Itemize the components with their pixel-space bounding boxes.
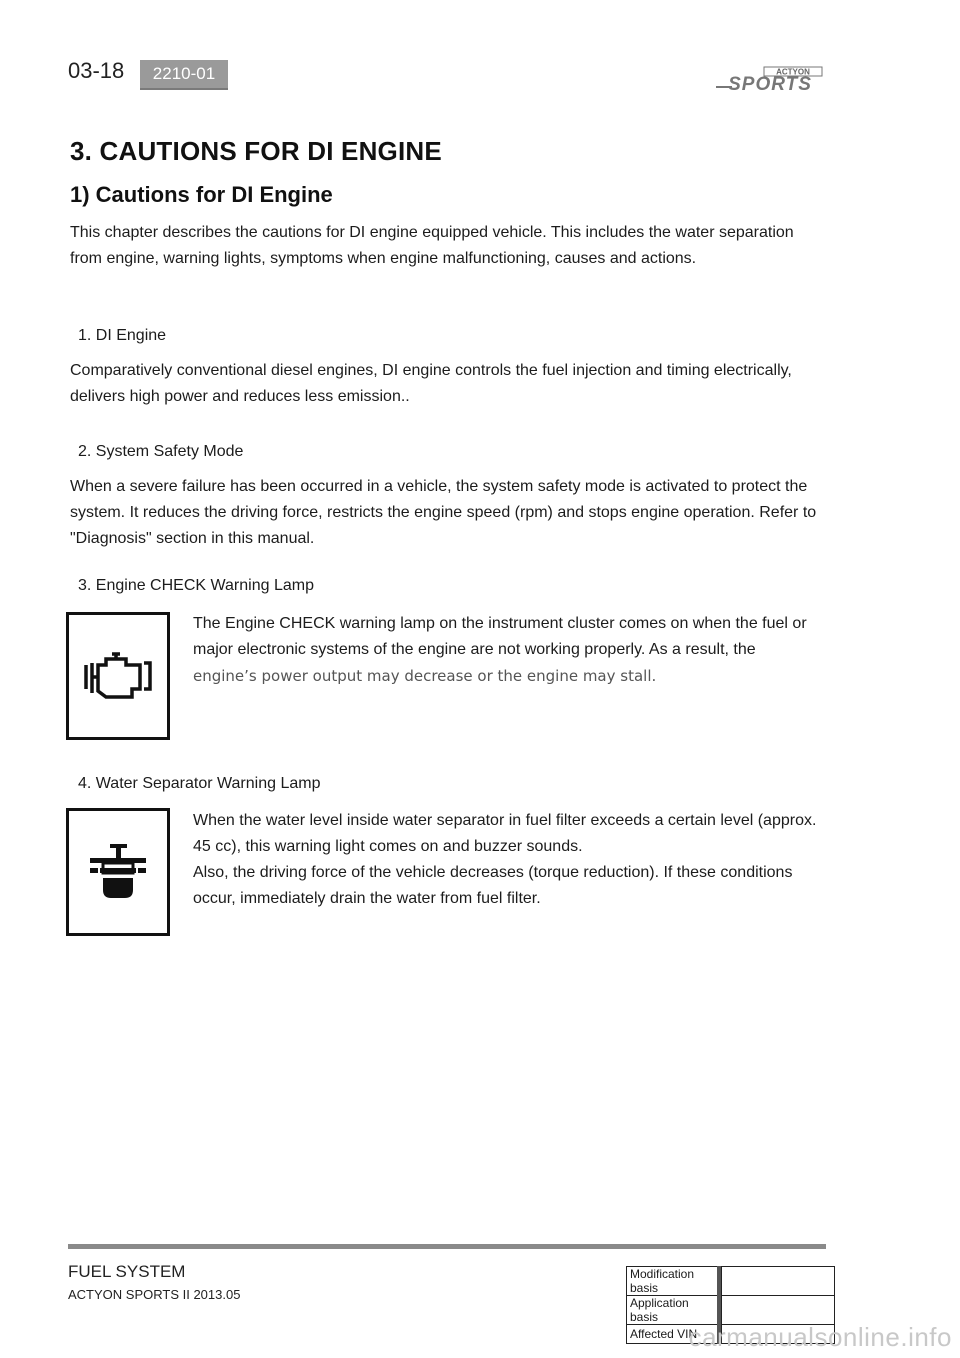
intro-paragraph: This chapter describes the cautions for DI engine equipped vehicle. This includes the water separation from engine, warning lights, symptoms when engine malfunctioning, causes and actions. [70,224,794,267]
modification-basis-value [722,1267,835,1296]
section-code-badge: 2210-01 [140,60,228,90]
actyon-sports-logo [714,66,826,94]
watermark-text: carmanualsonline.info [688,1322,952,1352]
table-row [627,1296,835,1325]
affected-vin-label: Affected VIN [627,1325,720,1344]
water-separator-icon [86,840,150,904]
svg-text:SPORTS: SPORTS [728,74,812,94]
engine-check-icon-box [66,612,170,740]
application-basis-value [722,1296,835,1325]
application-basis-label: Application basis [627,1296,720,1325]
engine-check-text-tail: engine’s power output may decrease or the engine may stall. [193,667,657,685]
engine-check-icon [78,651,158,701]
water-separator-text: When the water level inside water separator in fuel filter exceeds a certain level (approx. 45 cc), this warning light comes on and buzzer sounds. [193,812,817,855]
engine-check-text: The Engine CHECK warning lamp on the instrument cluster comes on when the fuel or major electronic systems of the engine are not working properly. As a result, the [193,615,807,658]
page-number: 03-18 [68,58,125,83]
item-heading-engine-check: 3. Engine CHECK Warning Lamp [78,577,314,594]
item-body-water-separator [193,808,833,912]
item-heading-safety-mode: 2. System Safety Mode [78,443,244,460]
water-separator-text-2: Also, the driving force of the vehicle decreases (torque reduction). If these conditions occur, immediately drain the water from fuel filter. [193,864,793,907]
footer-section-title: FUEL SYSTEM [68,1262,186,1281]
section-subtitle: 1) Cautions for DI Engine [70,182,333,207]
modification-basis-label: Modification basis [627,1267,720,1296]
table-row [627,1267,835,1296]
item-heading-water-separator: 4. Water Separator Warning Lamp [78,775,321,792]
item-body-di-engine: Comparatively conventional diesel engines, DI engine controls the fuel injection and timing electrically, delivers high power and reduces less emission.. [70,362,792,405]
footer-manual-edition: ACTYON SPORTS II 2013.05 [68,1287,241,1302]
water-separator-icon-box [66,808,170,936]
item-body-engine-check [193,611,833,690]
footer-divider [68,1244,826,1249]
item-body-safety-mode: When a severe failure has been occurred in a vehicle, the system safety mode is activated to protect the system. It reduces the driving force, restricts the engine speed (rpm) and stops engine operation. Refer to "Diagnosis" section in this manual. [70,478,817,547]
svg-text:ACTYON: ACTYON [776,67,810,77]
item-heading-di-engine: 1. DI Engine [78,327,167,344]
page-title: 3. CAUTIONS FOR DI ENGINE [70,136,442,166]
